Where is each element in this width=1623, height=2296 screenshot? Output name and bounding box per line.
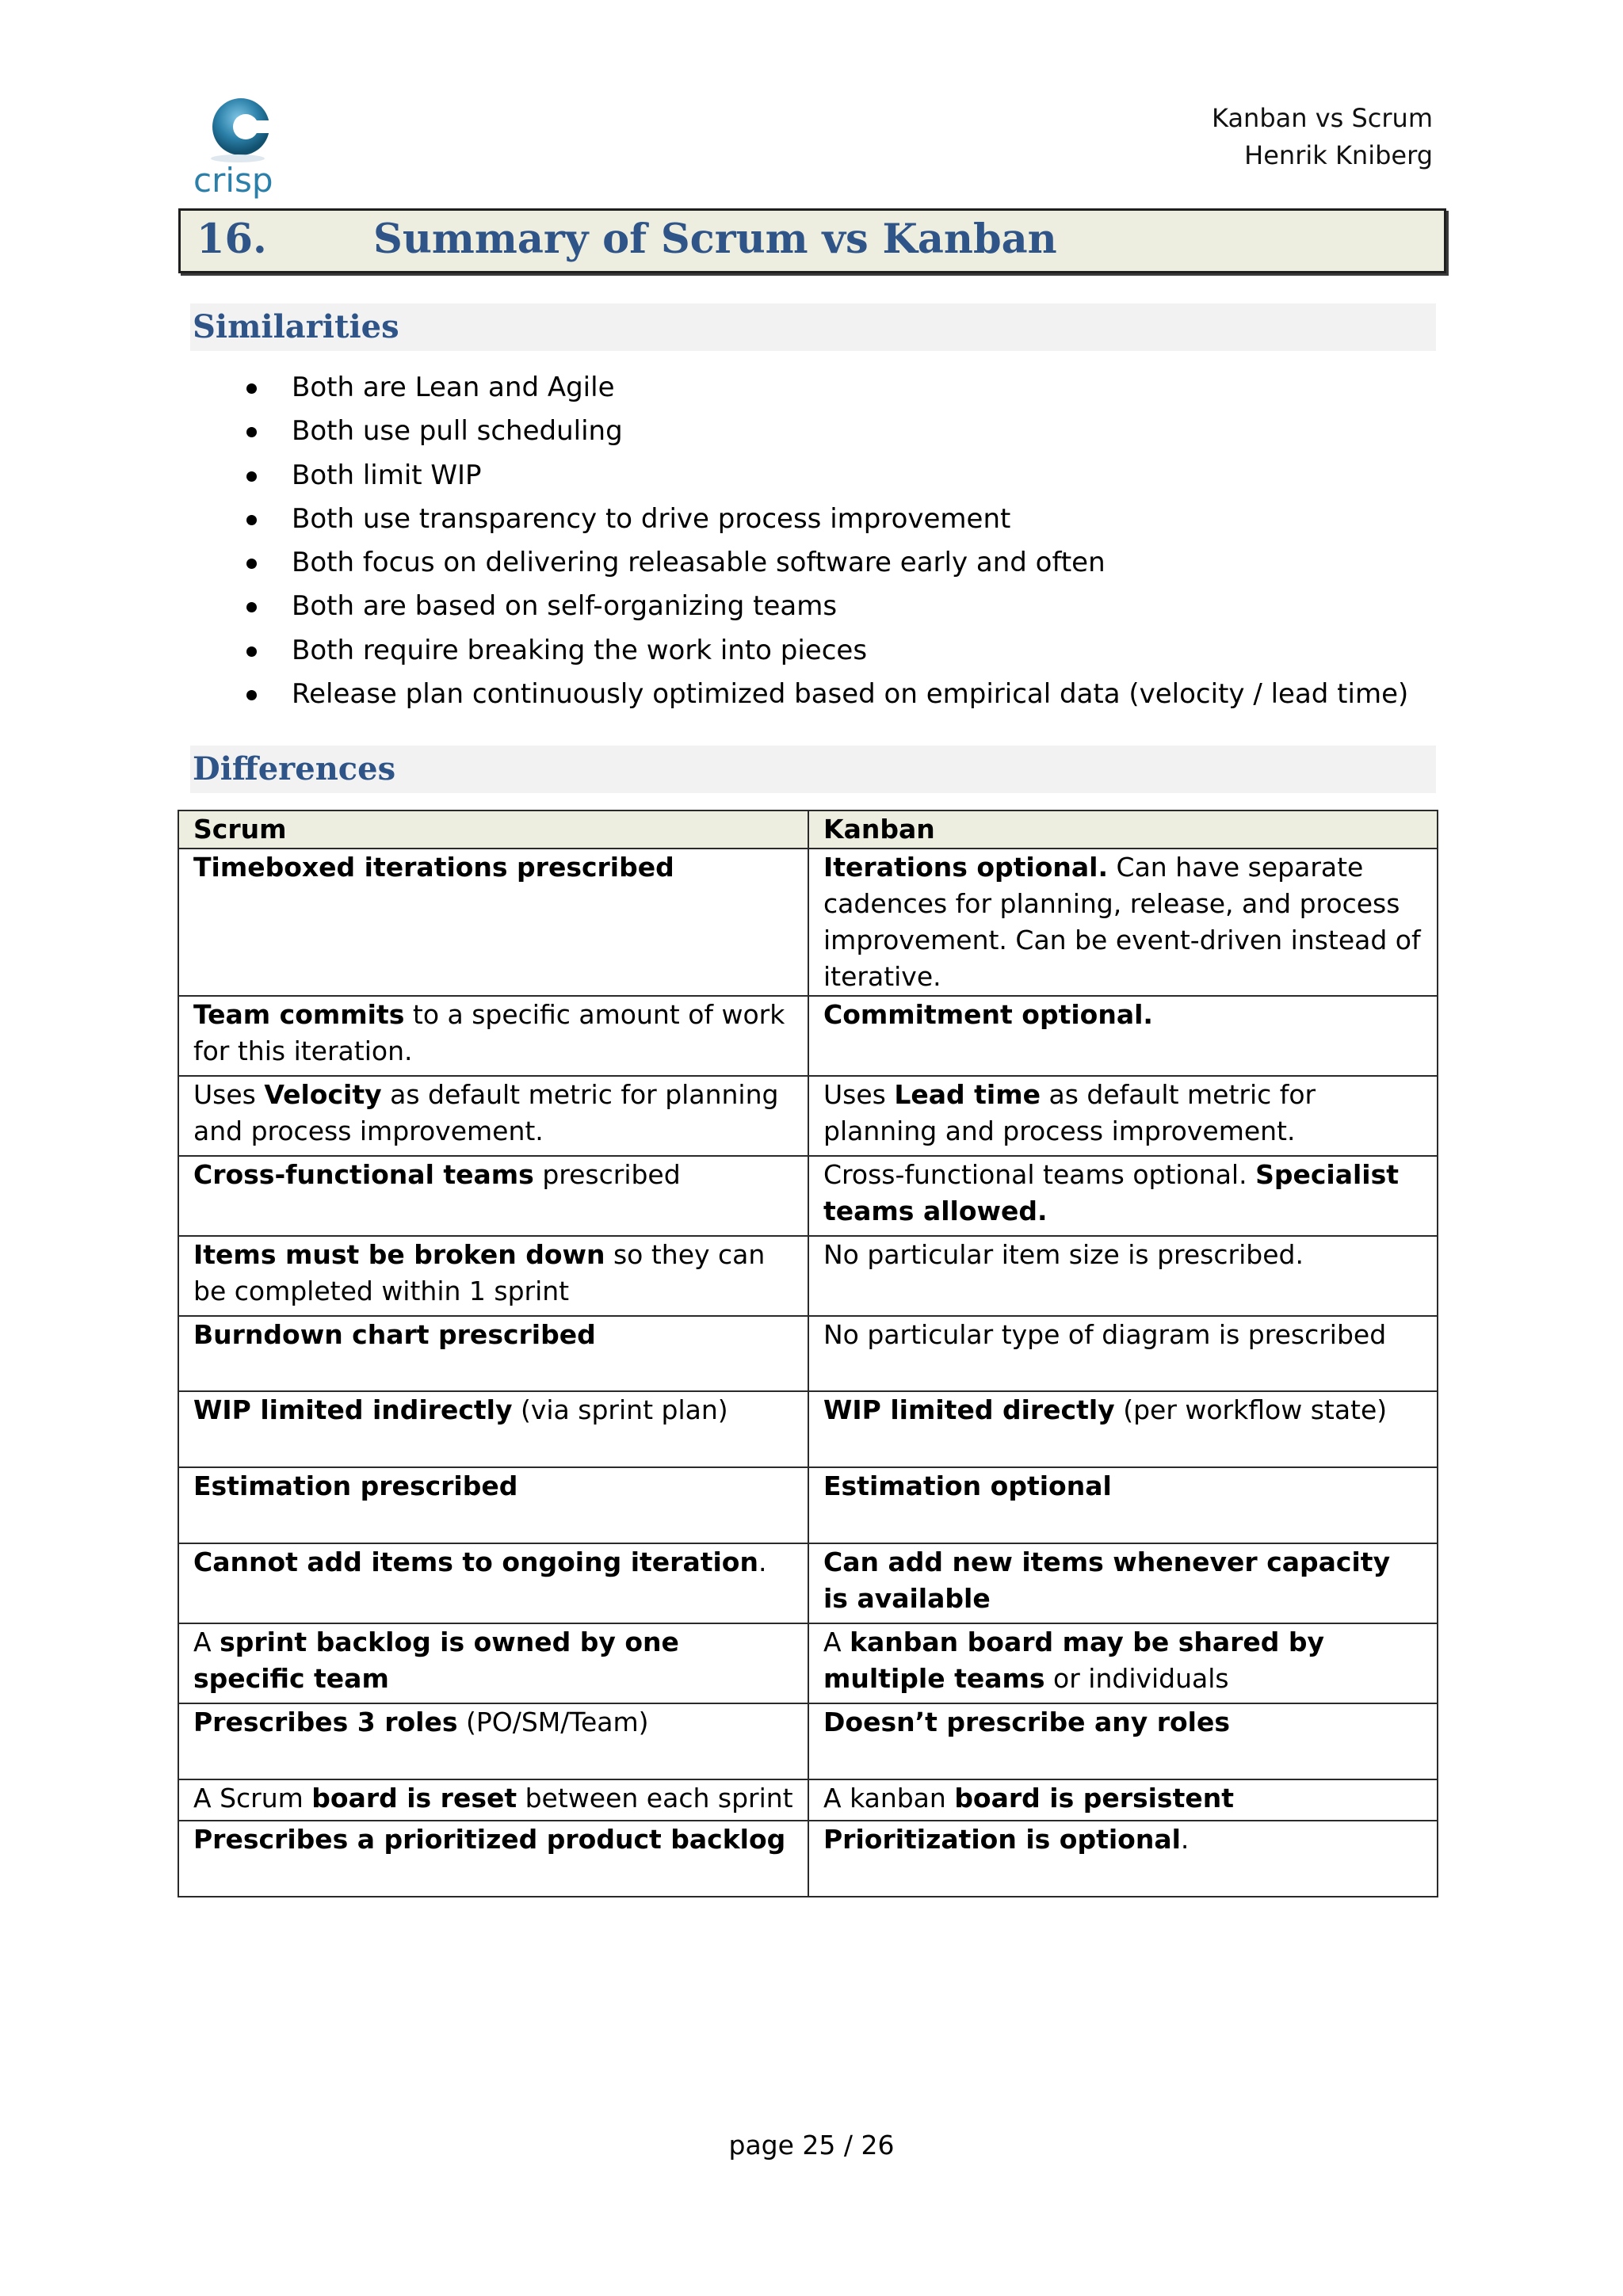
table-cell-kanban — [808, 1543, 1438, 1623]
cell-text: Lead time — [894, 1079, 1041, 1110]
table-cell-kanban — [808, 1316, 1438, 1391]
crisp-logo-icon — [190, 92, 301, 203]
crisp-logo — [190, 92, 301, 203]
table-cell-kanban — [808, 1467, 1438, 1543]
table-cell-scrum — [178, 1076, 808, 1156]
cell-text: so they can be completed within 1 sprint — [193, 1239, 766, 1306]
list-item-text: Both are based on self-organizing teams — [292, 590, 838, 623]
table-cell-scrum — [178, 1156, 808, 1236]
table-row — [178, 1703, 1438, 1779]
cell-text: prescribed — [533, 1159, 681, 1190]
cell-text: No particular type of diagram is prescribed — [823, 1319, 1387, 1350]
document-header — [1212, 100, 1433, 174]
cell-text: Prioritization is optional — [823, 1824, 1181, 1855]
table-row — [178, 1236, 1438, 1316]
table-cell-scrum — [178, 1779, 808, 1821]
chapter-number: 16. — [197, 215, 267, 263]
table-cell-scrum — [178, 1467, 808, 1543]
list-item-text: Both use transparency to drive process improvement — [292, 502, 1011, 535]
table-cell-kanban — [808, 1076, 1438, 1156]
cell-text: between each sprint — [517, 1783, 793, 1814]
cell-text: board is reset — [311, 1783, 517, 1814]
cell-text: Prescribes a prioritized product backlog — [193, 1824, 786, 1855]
cell-text: WIP limited indirectly — [193, 1394, 513, 1425]
similarities-heading-text: Similarities — [193, 308, 399, 345]
bullet-icon — [246, 383, 257, 394]
cell-text: No particular item size is prescribed. — [823, 1239, 1304, 1270]
cell-text: Velocity — [264, 1079, 382, 1110]
table-cell-kanban — [808, 1236, 1438, 1316]
list-item-text: Both focus on delivering releasable software early and often — [292, 547, 1106, 579]
bullet-icon — [246, 559, 257, 569]
cell-text: Cross-functional teams optional. — [823, 1159, 1256, 1190]
cell-text: A Scrum — [193, 1783, 312, 1814]
similarities-list — [238, 366, 1442, 716]
cell-text: Iterations optional. — [823, 852, 1109, 883]
list-item-text: Both use pull scheduling — [292, 415, 623, 448]
list-item-text: Both are Lean and Agile — [292, 372, 615, 403]
table-row — [178, 996, 1438, 1076]
doc-title: Kanban vs Scrum — [1212, 103, 1433, 133]
list-item-text: Release plan continuously optimized based on empirical data (velocity / lead time) — [292, 678, 1409, 711]
table-cell-kanban — [808, 996, 1438, 1076]
cell-text: Commitment optional. — [823, 999, 1153, 1030]
table-cell-kanban — [808, 849, 1438, 996]
column-header-kanban: Kanban — [808, 810, 1438, 849]
list-item — [238, 410, 1442, 453]
cell-text: to a specific amount of work for this iteration. — [193, 999, 785, 1066]
logo-text: crisp — [193, 161, 273, 200]
list-item — [238, 498, 1442, 541]
doc-author: Henrik Kniberg — [1244, 140, 1433, 170]
bullet-icon — [246, 427, 257, 437]
cell-text: Team commits — [193, 999, 405, 1030]
list-item — [238, 585, 1442, 628]
cell-text: Uses — [823, 1079, 895, 1110]
column-header-scrum: Scrum — [178, 810, 808, 849]
table-cell-scrum — [178, 1821, 808, 1897]
cell-text: Cross-functional teams — [193, 1159, 534, 1190]
table-row — [178, 1543, 1438, 1623]
cell-text: (per workflow state) — [1114, 1394, 1388, 1425]
table-row — [178, 1076, 1438, 1156]
bullet-icon — [246, 690, 257, 700]
cell-text: Burndown chart prescribed — [193, 1319, 596, 1350]
similarities-heading — [190, 303, 1436, 351]
table-cell-kanban — [808, 1703, 1438, 1779]
table-cell-kanban — [808, 1156, 1438, 1236]
bullet-icon — [246, 602, 257, 612]
cell-text: board is persistent — [954, 1783, 1234, 1814]
cell-text: Estimation prescribed — [193, 1470, 518, 1501]
cell-text: kanban board may be shared by multiple teams — [823, 1627, 1325, 1694]
table-cell-scrum — [178, 996, 808, 1076]
cell-text: Cannot add items to ongoing iteration — [193, 1547, 758, 1577]
cell-text: Items must be broken down — [193, 1239, 605, 1270]
table-row — [178, 1779, 1438, 1821]
table-cell-scrum — [178, 849, 808, 996]
cell-text: Specialist teams allowed. — [823, 1159, 1400, 1226]
table-cell-kanban — [808, 1779, 1438, 1821]
table-cell-kanban — [808, 1623, 1438, 1703]
table-cell-kanban — [808, 1821, 1438, 1897]
cell-text: A — [823, 1627, 850, 1657]
table-row — [178, 1156, 1438, 1236]
list-item-text: Both require breaking the work into pieces — [292, 634, 868, 666]
cell-text: Timeboxed iterations prescribed — [193, 852, 674, 883]
chapter-heading — [178, 208, 1446, 273]
cell-text: Prescribes 3 roles — [193, 1707, 458, 1737]
table-cell-scrum — [178, 1543, 808, 1623]
table-body — [178, 849, 1438, 1897]
table-cell-scrum — [178, 1391, 808, 1467]
table-cell-scrum — [178, 1703, 808, 1779]
cell-text: as default metric for planning and process improvement. — [823, 1079, 1316, 1146]
cell-text: WIP limited directly — [823, 1394, 1115, 1425]
cell-text: A — [193, 1627, 220, 1657]
cell-text: Doesn’t prescribe any roles — [823, 1707, 1230, 1737]
list-item — [238, 541, 1442, 585]
table-cell-kanban — [808, 1391, 1438, 1467]
bullet-icon — [246, 515, 257, 525]
cell-text: . — [1180, 1824, 1190, 1855]
cell-text: Estimation optional — [823, 1470, 1112, 1501]
table-row — [178, 1821, 1438, 1897]
list-item — [238, 629, 1442, 673]
table-cell-scrum — [178, 1236, 808, 1316]
cell-text: sprint backlog is owned by one specific team — [193, 1627, 679, 1694]
table-row — [178, 849, 1438, 996]
list-item-text: Both limit WIP — [292, 459, 482, 491]
cell-text: . — [758, 1547, 767, 1577]
cell-text: Uses — [193, 1079, 265, 1110]
cell-text: Can add new items whenever capacity is available — [823, 1547, 1391, 1614]
list-item — [238, 673, 1442, 716]
chapter-title: Summary of Scrum vs Kanban — [373, 215, 1057, 263]
differences-heading-text: Differences — [193, 750, 396, 788]
cell-text: or individuals — [1044, 1663, 1229, 1694]
cell-text: A kanban — [823, 1783, 955, 1814]
list-item — [238, 366, 1442, 410]
differences-heading — [190, 746, 1436, 793]
table-header-row — [178, 810, 1438, 849]
table-row — [178, 1316, 1438, 1391]
cell-text: (via sprint plan) — [512, 1394, 728, 1425]
table-cell-scrum — [178, 1623, 808, 1703]
bullet-icon — [246, 646, 257, 657]
table-row — [178, 1467, 1438, 1543]
cell-text: as default metric for planning and process improvement. — [193, 1079, 779, 1146]
differences-table — [178, 810, 1438, 1897]
table-cell-scrum — [178, 1316, 808, 1391]
list-item — [238, 454, 1442, 498]
table-row — [178, 1391, 1438, 1467]
bullet-icon — [246, 471, 257, 482]
cell-text: Can have separate cadences for planning, release, and process improvement. Can be event-driven instead of iterative. — [823, 852, 1421, 992]
table-row — [178, 1623, 1438, 1703]
page-number: page 25 / 26 — [728, 2130, 895, 2161]
cell-text: (PO/SM/Team) — [457, 1707, 649, 1737]
